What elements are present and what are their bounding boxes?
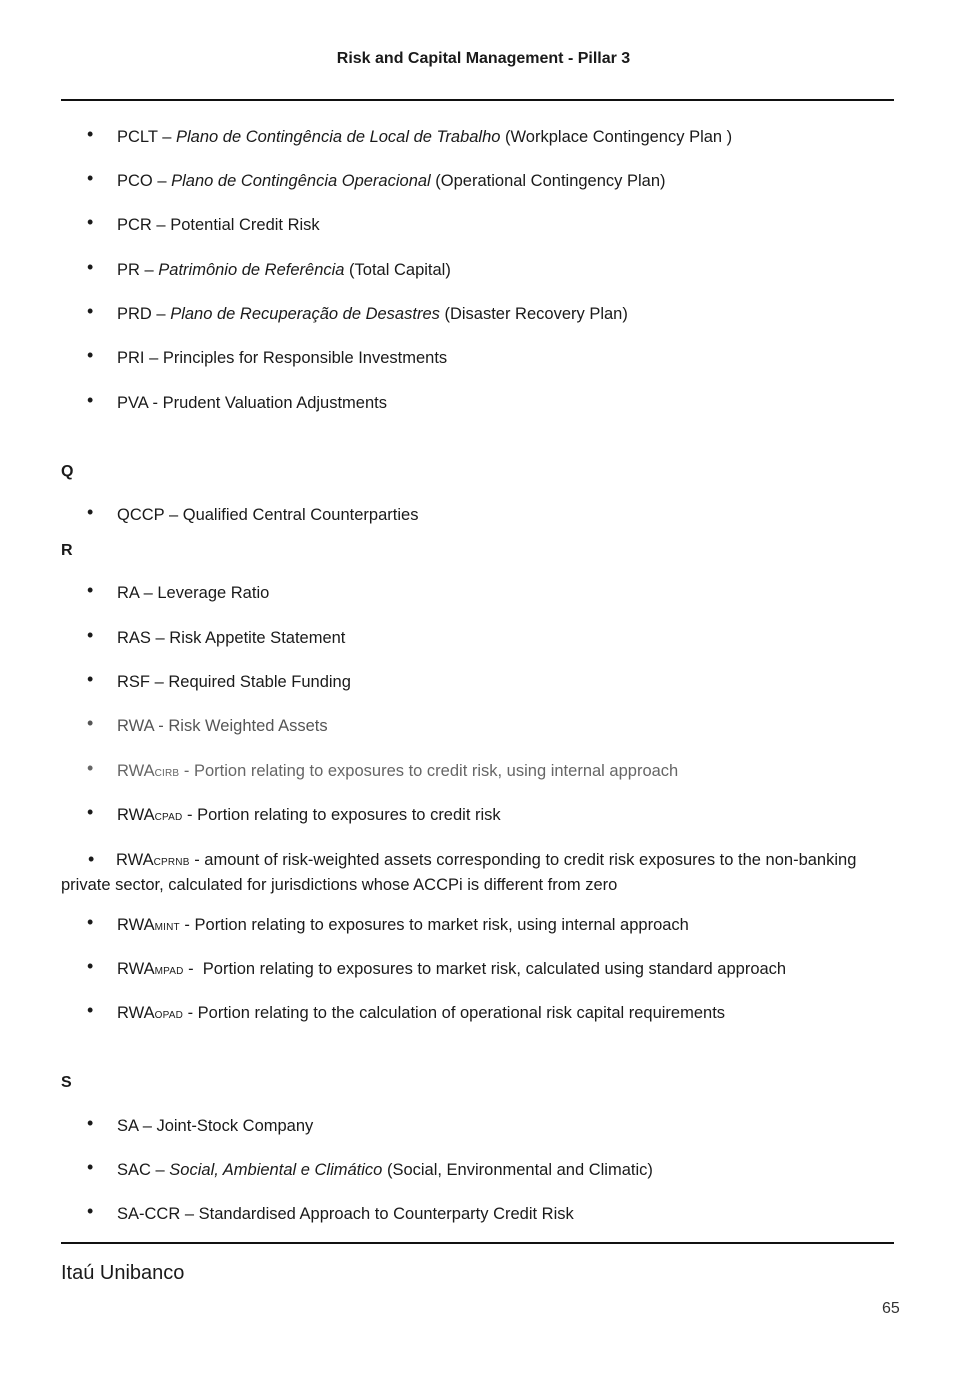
bullet-icon: •	[87, 390, 94, 410]
bullet-icon: •	[87, 212, 94, 232]
bullet-icon: •	[87, 1113, 94, 1133]
bullet-icon: •	[87, 301, 94, 321]
bullet-icon: •	[87, 1000, 94, 1020]
bullet-icon: •	[87, 802, 94, 822]
bullet-icon: •	[87, 124, 94, 144]
bullet-icon: •	[87, 912, 94, 932]
section-heading-r: R	[61, 542, 73, 559]
bullet-icon: •	[87, 713, 94, 733]
bullet-icon: •	[87, 345, 94, 365]
page-header-title: Risk and Capital Management - Pillar 3	[336, 50, 631, 67]
page-number: 65	[882, 1300, 900, 1317]
section-heading-s: S	[61, 1074, 72, 1091]
bullet-icon: •	[87, 758, 94, 778]
bullet-icon: •	[87, 580, 94, 600]
bullet-icon: •	[88, 849, 95, 869]
footer-company-name: Itaú Unibanco	[61, 1262, 185, 1284]
bullet-icon: •	[87, 1201, 94, 1221]
header-divider	[61, 99, 894, 101]
bullet-icon: •	[87, 502, 94, 522]
bullet-icon: •	[87, 1157, 94, 1177]
bullet-icon: •	[87, 625, 94, 645]
footer-divider	[61, 1242, 894, 1244]
glossary-item-rwa-cprnb: • RWACPRNB - amount of risk-weighted assets corresponding to credit risk exposures to the non-banking private sector, calculated for jurisdictions whose ACCPi is different from zero	[61, 849, 857, 894]
bullet-icon: •	[87, 669, 94, 689]
bullet-icon: •	[87, 257, 94, 277]
bullet-icon: •	[87, 168, 94, 188]
section-heading-q: Q	[61, 463, 74, 480]
bullet-icon: •	[87, 956, 94, 976]
